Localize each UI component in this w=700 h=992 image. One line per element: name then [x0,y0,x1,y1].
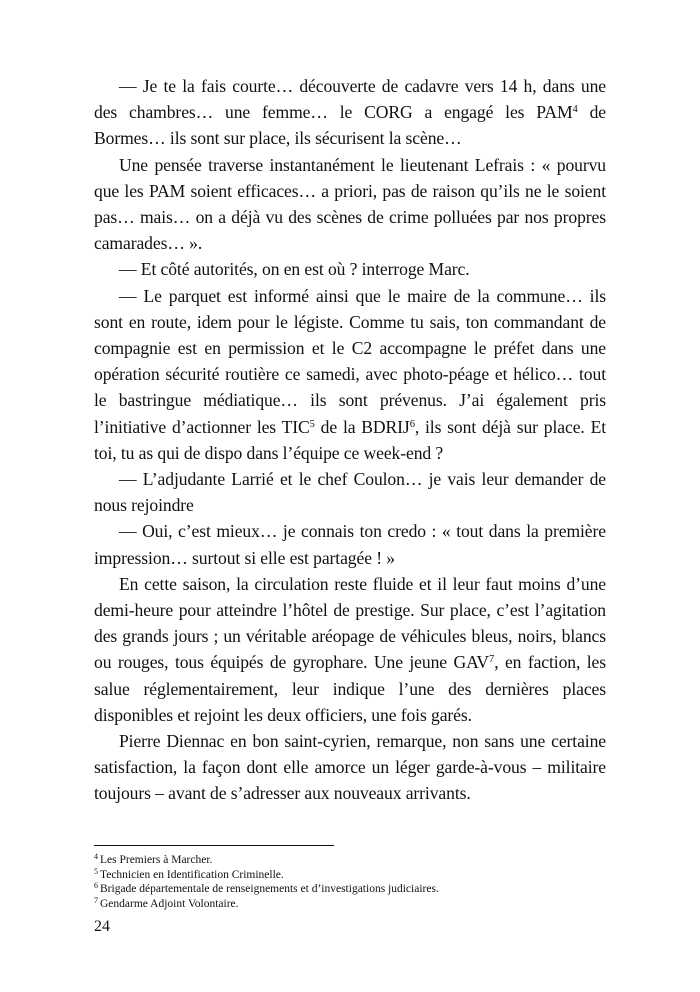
footnote [94,897,614,912]
footnote-reference: 4 [572,104,578,116]
footnote-reference: 5 [309,418,315,430]
footnote-number: 4 [94,852,98,861]
paragraph [94,571,606,728]
footnote-reference: 6 [409,418,415,430]
footnote-number: 5 [94,866,98,876]
footnote-text: Technicien en Identification Criminelle. [100,868,284,881]
paragraph-text: de la BDRIJ [314,416,410,437]
paragraph [94,518,606,570]
footnote [94,882,614,897]
paragraph-text: — Je te la fais courte… découverte de cadavre vers 14 h, dans une des chambres… une femme… le CORG a engagé les PAM [94,76,606,123]
body-text [94,73,606,807]
footnote [94,853,614,868]
paragraph-text: , ils sont déjà sur place. Et toi, tu as qui de dispo dans l’équipe ce week-end ? [94,416,607,463]
footnote-text: Les Premiers à Marcher. [100,854,213,866]
footnote-text: Gendarme Adjoint Volontaire. [100,897,239,910]
footnotes [94,853,614,911]
paragraph [94,256,606,282]
paragraph-text: — Oui, c’est mieux… je connais ton credo : « tout dans la première impression… surtout si elle est partagée ! » [94,521,606,568]
paragraph-text: En cette saison, la circulation reste fluide et il leur faut moins d’une demi-heure pour atteindre l’hôtel de prestige. Sur place, c’est l’agitation des grands jours ; un véritable aréopage de véhicules bleus, noirs, blancs ou rouges, tous équipés de gyrophare. Une jeune GAV [94,573,606,673]
paragraph-text: de Bormes… ils sont sur place, ils sécurisent la scène… [94,102,606,149]
footnote-reference: 7 [489,654,495,666]
paragraph-text: — Et côté autorités, on en est où ? interroge Marc. [119,259,470,280]
paragraph-text: , en faction, les salue réglementairement, leur indique l’une des dernières places disponibles et rejoint les deux officiers, une fois garés. [94,652,606,725]
footnote-separator [94,845,334,846]
paragraph-text: — Le parquet est informé ainsi que le maire de la commune… ils sont en route, idem pour le légiste. Comme tu sais, ton commandant de compagnie est en permission et le C2 accompagne le préfet dans une opération sécurité routière ce samedi, avec photo-péage et hélico… tout le bastringue médiatique… ils sont prévenus. J’ai également pris l’initiative d’actionner les TIC [94,285,606,437]
paragraph-text: — L’adjudante Larrié et le chef Coulon… je vais leur demander de nous rejoindre [94,469,606,516]
footnote-number: 7 [94,895,98,905]
paragraph [94,152,606,257]
footnote [94,868,614,883]
paragraph-text: Une pensée traverse instantanément le lieutenant Lefrais : « pourvu que les PAM soient efficaces… a priori, pas de raison qu’ils ne le soient pas… mais… on a déjà vu des scènes de crime polluées par nos propres camarades… ». [94,154,606,254]
paragraph [94,728,606,807]
footnote-number: 6 [94,881,98,891]
page-number: 24 [94,918,110,935]
paragraph-text: Pierre Diennac en bon saint-cyrien, remarque, non sans une certaine satisfaction, la façon dont elle amorce un léger garde-à-vous – militaire toujours – avant de s’adresser aux nouveaux arrivants. [94,731,606,804]
paragraph [94,466,606,518]
paragraph [94,283,606,466]
footnote-text: Brigade départementale de renseignements et d’investigations judiciaires. [100,883,439,896]
paragraph [94,73,606,152]
